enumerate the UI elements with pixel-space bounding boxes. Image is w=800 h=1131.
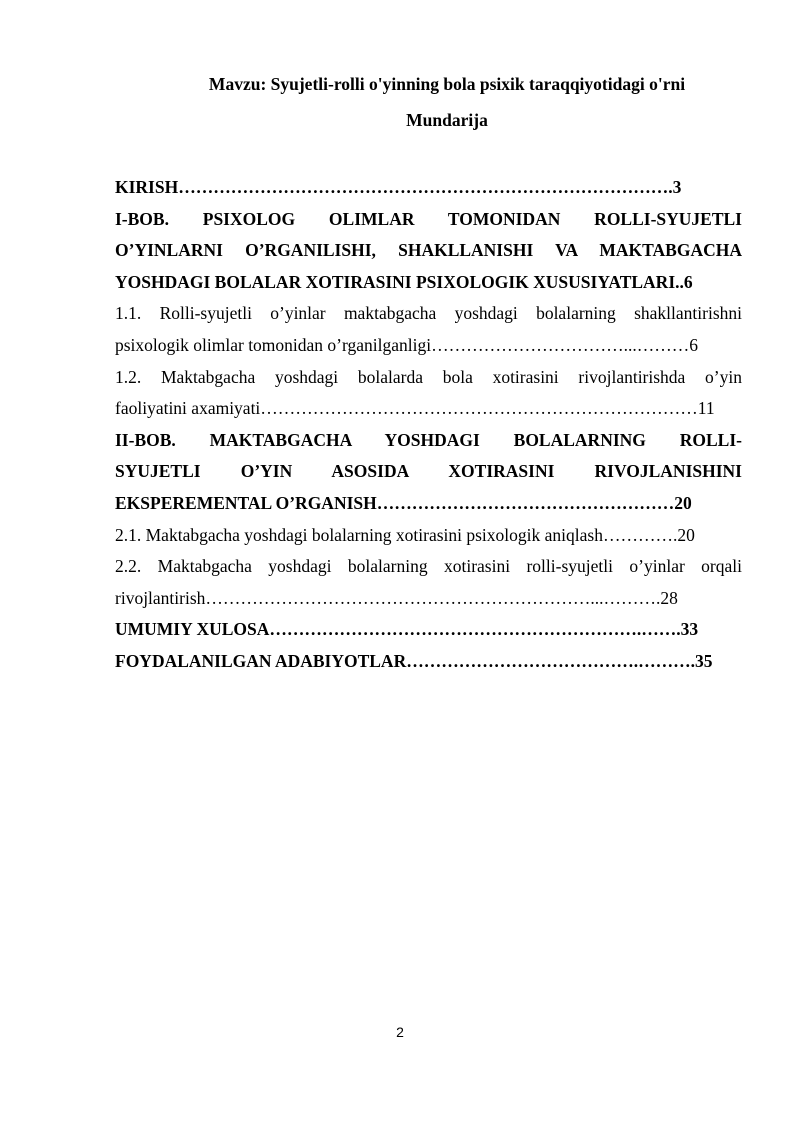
toc-line: O’YINLARNI O’RGANILISHI, SHAKLLANISHI VA MAKTABGACHA bbox=[115, 240, 742, 261]
toc-line: 1.1. Rolli-syujetli o’yinlar maktabgacha yoshdagi bolalarning shakllantirishni bbox=[115, 303, 742, 324]
toc-line: SYUJETLI O’YIN ASOSIDA XOTIRASINI RIVOJLANISHINI bbox=[115, 461, 742, 482]
toc-line: KIRISH………………………………………………………………………….3 bbox=[115, 177, 682, 197]
toc-line: psixologik olimlar tomonidan o’rganilganligi……………………………...………6 bbox=[115, 334, 698, 355]
toc-line: 1.2. Maktabgacha yoshdagi bolalarda bola xotirasini rivojlantirishda o’yin bbox=[115, 366, 742, 387]
toc-line: 2.2. Maktabgacha yoshdagi bolalarning xotirasini rolli-syujetli o’yinlar orqali bbox=[115, 556, 742, 577]
toc-line: FOYDALANILGAN ADABIYOTLAR………………………………….……….35 bbox=[115, 650, 713, 671]
toc-line: 2.1. Maktabgacha yoshdagi bolalarning xotirasini psixologik aniqlash………….20 bbox=[115, 524, 695, 545]
toc-line: rivojlantirish…………………………………………………………...……….28 bbox=[115, 587, 678, 608]
toc-line: faoliyatini axamiyati…………………………………………………………………11 bbox=[115, 398, 715, 419]
table-of-contents bbox=[115, 172, 742, 678]
toc-line: I-BOB. PSIXOLOG OLIMLAR TOMONIDAN ROLLI-SYUJETLI bbox=[115, 208, 742, 229]
page-number: 2 bbox=[396, 1024, 404, 1040]
toc-line: UMUMIY XULOSA……………………………………………………….…….33 bbox=[115, 619, 699, 640]
toc-line: YOSHDAGI BOLALAR XOTIRASINI PSIXOLOGIK XUSUSIYATLARI..6 bbox=[115, 271, 693, 292]
toc-line: II-BOB. MAKTABGACHA YOSHDAGI BOLALARNING ROLLI- bbox=[115, 429, 742, 450]
toc-heading: Mundarija bbox=[406, 110, 488, 130]
toc-line: EKSPEREMENTAL O’RGANISH……………………………………………20 bbox=[115, 492, 692, 513]
document-title: Mavzu: Syujetli-rolli o'yinning bola psixik taraqqiyotidagi o'rni bbox=[208, 74, 686, 94]
